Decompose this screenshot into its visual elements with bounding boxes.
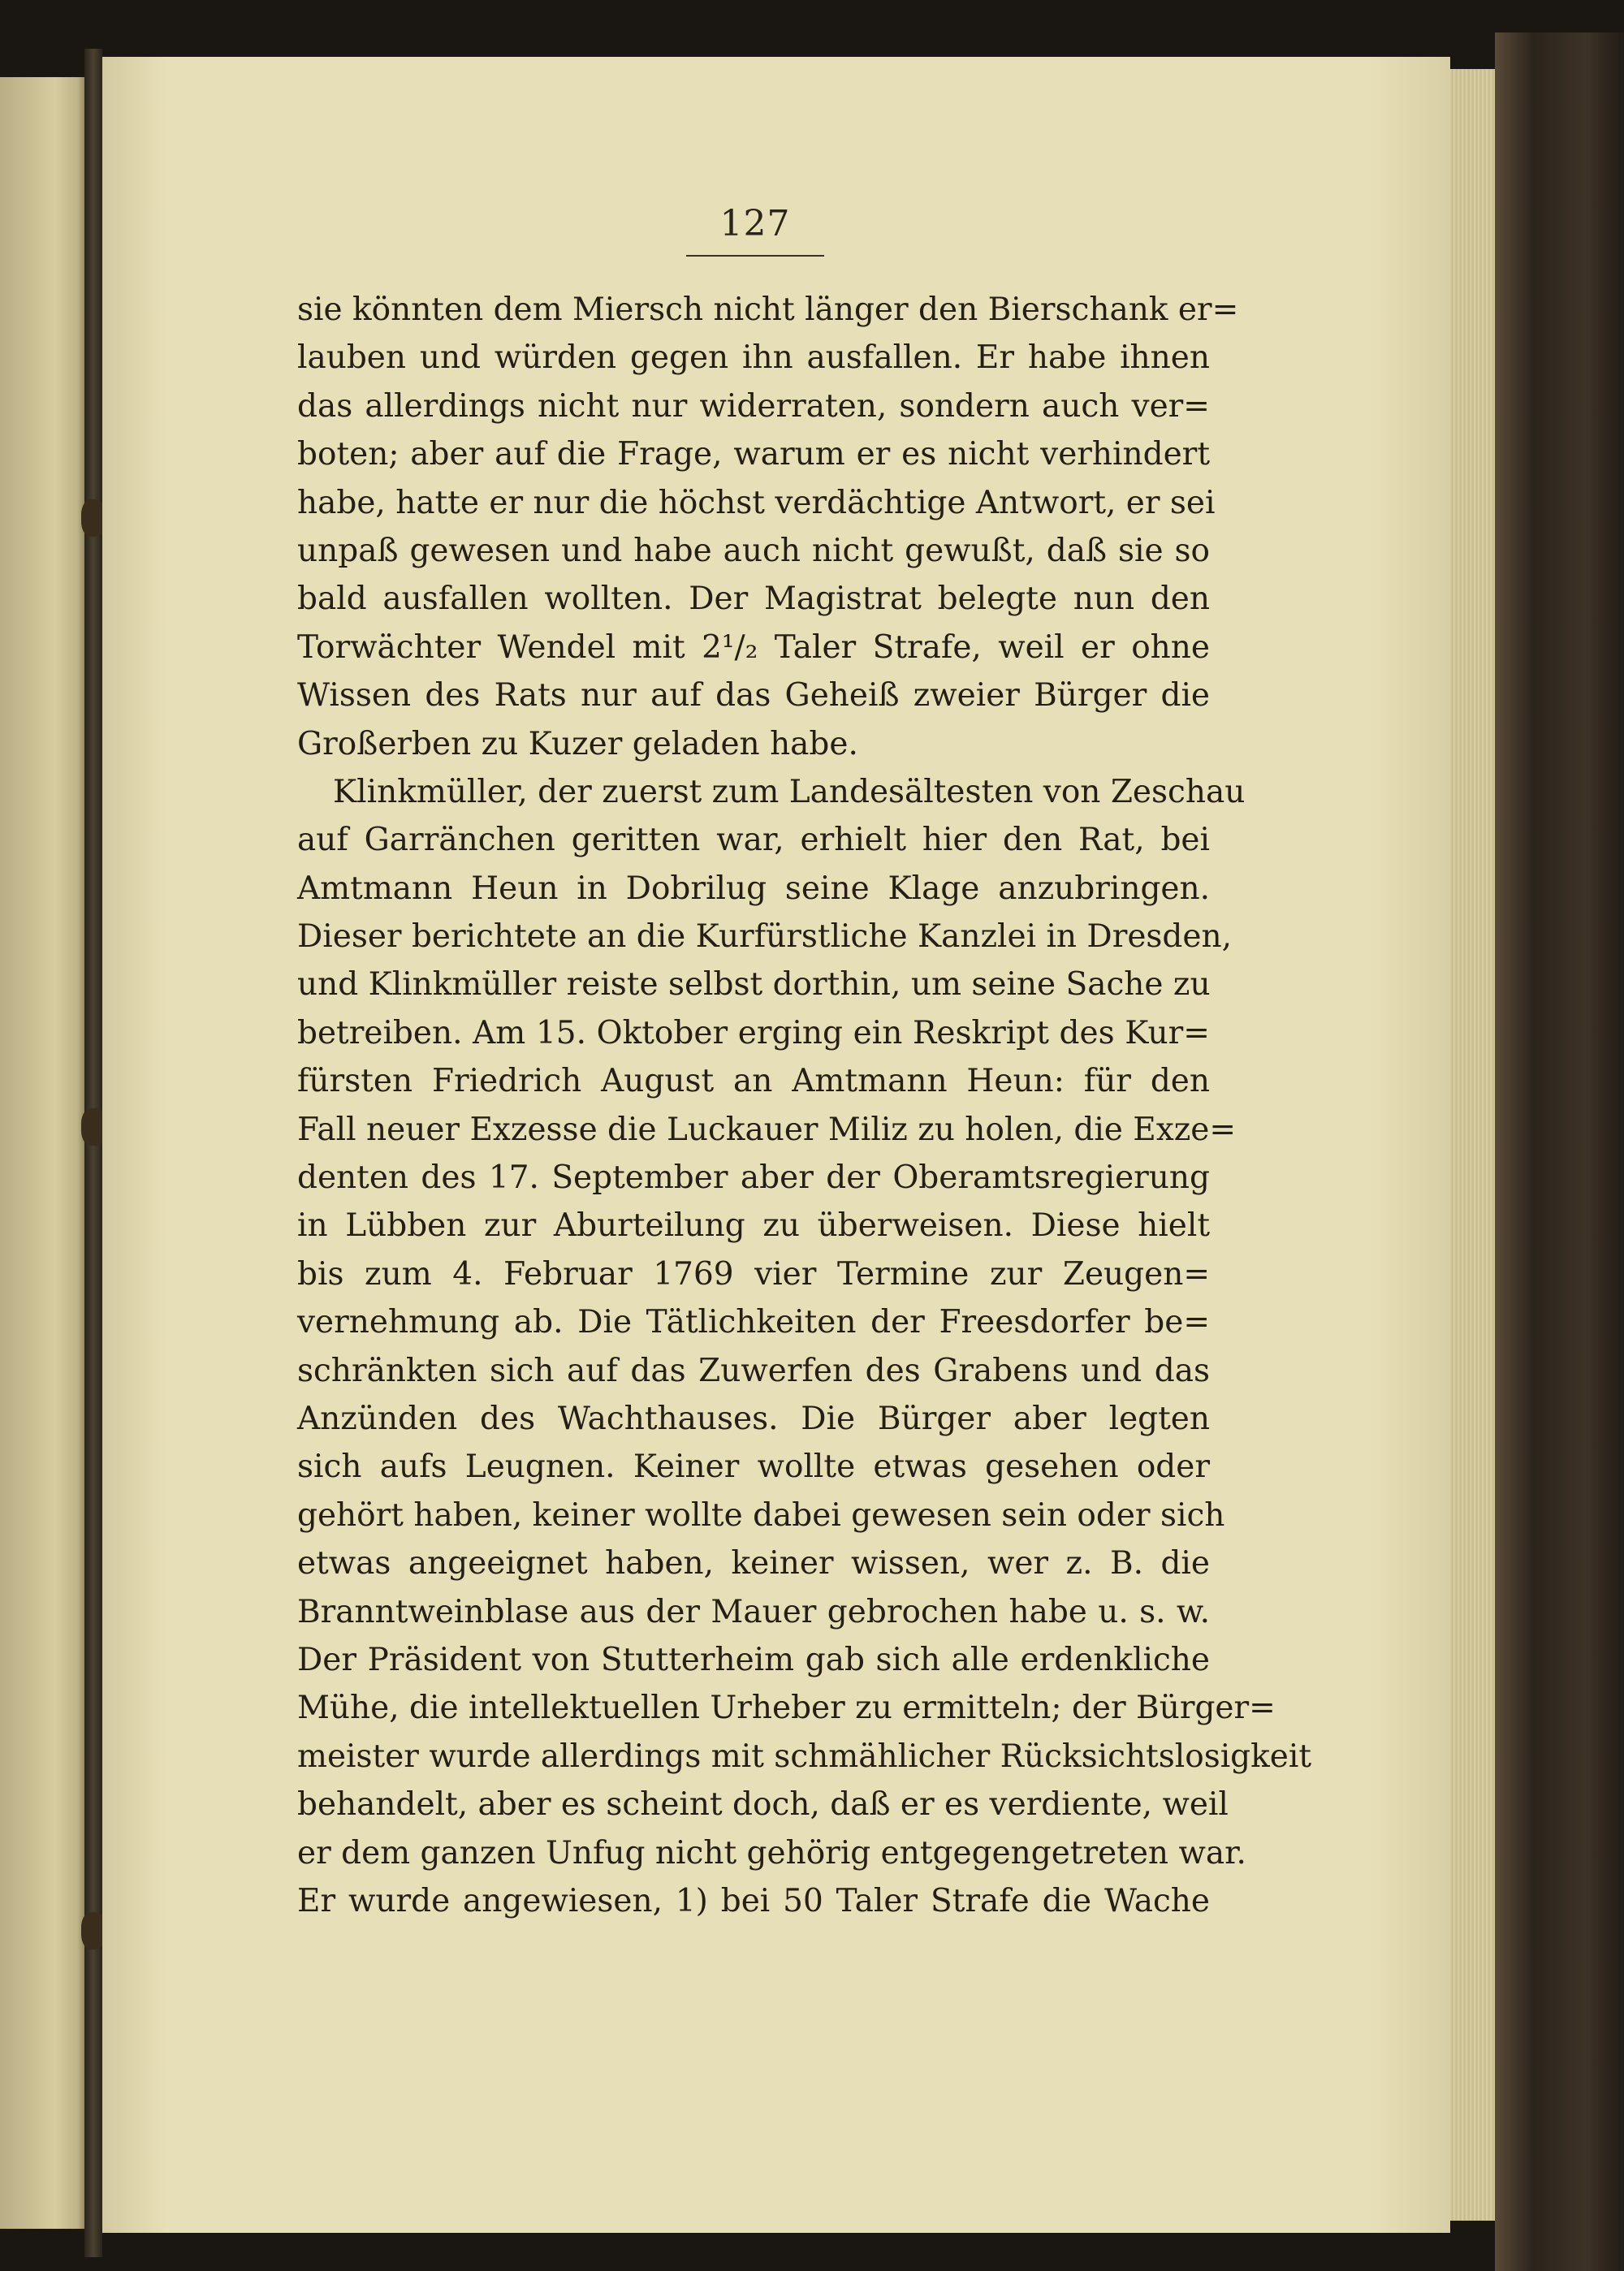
text-line: fürsten Friedrich August an Amtmann Heun: für den bbox=[297, 1063, 1210, 1100]
text-line: Anzünden des Wachthauses. Die Bürger aber legten bbox=[297, 1400, 1210, 1437]
text-line: sie könnten dem Miersch nicht länger den Bierschank er= bbox=[297, 291, 1239, 328]
text-line: auf Garränchen geritten war, erhielt hier den Rat, bei bbox=[297, 822, 1210, 859]
text-line: in Lübben zur Aburteilung zu überweisen. Diese hielt bbox=[297, 1207, 1210, 1245]
text-line: Dieser berichtete an die Kurfürstliche Kanzlei in Dresden, bbox=[297, 918, 1232, 956]
text-line: unpaß gewesen und habe auch nicht gewußt, daß sie so bbox=[297, 532, 1210, 569]
page-fore-edge bbox=[1450, 69, 1495, 2221]
text-line: Er wurde angewiesen, 1) bei 50 Taler Strafe die Wache bbox=[297, 1882, 1210, 1919]
body-text bbox=[297, 286, 1312, 1925]
text-line: gehört haben, keiner wollte dabei gewesen sein oder sich bbox=[297, 1496, 1225, 1534]
text-line: etwas angeeignet haben, keiner wissen, wer z. B. die bbox=[297, 1545, 1210, 1582]
text-line: sich aufs Leugnen. Keiner wollte etwas gesehen oder bbox=[297, 1449, 1210, 1486]
text-line: bald ausfallen wollten. Der Magistrat belegte nun den bbox=[297, 581, 1210, 618]
text-line: bis zum 4. Februar 1769 vier Termine zur Zeugen= bbox=[297, 1255, 1210, 1293]
book-cover bbox=[1495, 32, 1624, 2271]
text-line: Fall neuer Exzesse die Luckauer Miliz zu holen, die Exze= bbox=[297, 1111, 1237, 1148]
text-line: vernehmung ab. Die Tätlichkeiten der Freesdorfer be= bbox=[297, 1304, 1210, 1341]
paragraph-start-line: Klinkmüller, der zuerst zum Landesältesten von Zeschau bbox=[333, 773, 1246, 810]
text-line: Der Präsident von Stutterheim gab sich alle erdenkliche bbox=[297, 1641, 1210, 1678]
text-line: er dem ganzen Unfug nicht gehörig entgegengetreten war. bbox=[297, 1834, 1246, 1872]
text-line: boten; aber auf die Frage, warum er es nicht verhindert bbox=[297, 436, 1210, 473]
text-line: Mühe, die intellektuellen Urheber zu ermitteln; der Bürger= bbox=[297, 1690, 1276, 1727]
text-line: Torwächter Wendel mit 2¹/₂ Taler Strafe, weil er ohne bbox=[297, 628, 1210, 666]
page-number-rule bbox=[686, 255, 824, 257]
text-line: betreiben. Am 15. Oktober erging ein Reskript des Kur= bbox=[297, 1014, 1210, 1051]
text-line: lauben und würden gegen ihn ausfallen. Er habe ihnen bbox=[297, 339, 1210, 377]
text-line: habe, hatte er nur die höchst verdächtige Antwort, er sei bbox=[297, 484, 1216, 521]
text-line: das allerdings nicht nur widerraten, sondern auch ver= bbox=[297, 387, 1210, 425]
page-number: 127 bbox=[719, 203, 791, 244]
text-line: behandelt, aber es scheint doch, daß er es verdiente, weil bbox=[297, 1786, 1229, 1824]
left-page-edge bbox=[0, 77, 91, 2229]
text-line: schränkten sich auf das Zuwerfen des Grabens und das bbox=[297, 1352, 1210, 1389]
text-line: Branntweinblase aus der Mauer gebrochen habe u. s. w. bbox=[297, 1593, 1210, 1630]
text-line: Großerben zu Kuzer geladen habe. bbox=[297, 725, 858, 762]
text-line: meister wurde allerdings mit schmählicher Rücksichtslosigkeit bbox=[297, 1738, 1312, 1775]
text-line: Amtmann Heun in Dobrilug seine Klage anzubringen. bbox=[297, 870, 1210, 907]
text-line: und Klinkmüller reiste selbst dorthin, um seine Sache zu bbox=[297, 966, 1211, 1004]
text-line: Wissen des Rats nur auf das Geheiß zweier Bürger die bbox=[297, 677, 1210, 715]
text-line: denten des 17. September aber der Oberamtsregierung bbox=[297, 1159, 1210, 1197]
